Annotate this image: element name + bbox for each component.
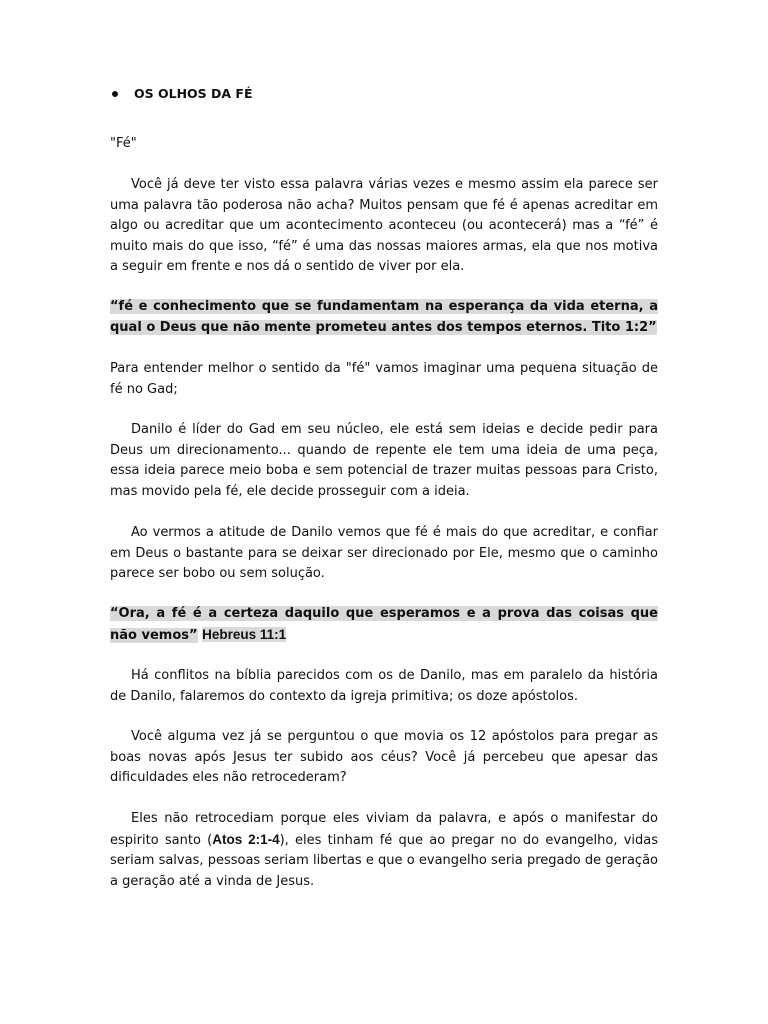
bullet-icon <box>112 91 118 97</box>
paragraph-6: Você alguma vez já se perguntou o que movia os 12 apóstolos para pregar as boas novas após Jesus ter subido aos céus? Você já percebeu que apesar das dificuldades eles não retrocederam? <box>110 729 658 785</box>
quote-hebreus-reference: Hebreus 11:1 <box>202 626 287 642</box>
paragraph-1: Você já deve ter visto essa palavra várias vezes e mesmo assim ela parece ser uma palavra tão poderosa não acha? Muitos pensam que fé é apenas acreditar em algo ou acreditar que um acontecimento aconteceu (ou acontecerá) mas a “fé” é muito mais do que isso, “fé” é uma das nossas maiores armas, ela que nos motiva a seguir em frente e nos dá o sentido de viver por ela. <box>110 177 658 274</box>
label-fe: "Fé" <box>110 136 137 151</box>
quote-tito: “fé e conhecimento que se fundamentam na esperança da vida eterna, a qual o Deus que não mente prometeu antes dos tempos eternos. Tito 1:2” <box>110 299 658 335</box>
atos-reference: Atos 2:1-4 <box>212 831 280 847</box>
paragraph-3: Danilo é líder do Gad em seu núcleo, ele está sem ideias e decide pedir para Deus um direcionamento... quando de repente ele tem uma ideia de uma peça, essa ideia parece meio boba e sem potencial de trazer muitas pessoas para Cristo, mas movido pela fé, ele decide prosseguir com a ideia. <box>110 422 658 499</box>
section-heading <box>110 86 253 101</box>
paragraph-4: Ao vermos a atitude de Danilo vemos que fé é mais do que acreditar, e confiar em Deus o bastante para se deixar ser direcionado por Ele, mesmo que o caminho parece ser bobo ou sem solução. <box>110 525 658 581</box>
quote-hebreus-text: “Ora, a fé é a certeza daquilo que esperamos e a prova das coisas que não vemos” <box>110 606 658 643</box>
heading-text: OS OLHOS DA FÉ <box>134 86 253 101</box>
quote-hebreus <box>110 604 658 646</box>
paragraph-7: Eles não retrocediam porque eles viviam da palavra, e após o manifestar do espirito santo (Atos 2:1-4), eles tinham fé que ao pregar no do evangelho, vidas seriam salvas, pessoas seriam libertas e que o evangelho seria pregado de geração a geração até a vinda de Jesus. <box>110 811 658 889</box>
paragraph-2: Para entender melhor o sentido da "fé" vamos imaginar uma pequena situação de fé no Gad; <box>110 361 658 397</box>
paragraph-5: Há conflitos na bíblia parecidos com os de Danilo, mas em paralelo da história de Danilo, falaremos do contexto da igreja primitiva; os doze apóstolos. <box>110 668 658 704</box>
